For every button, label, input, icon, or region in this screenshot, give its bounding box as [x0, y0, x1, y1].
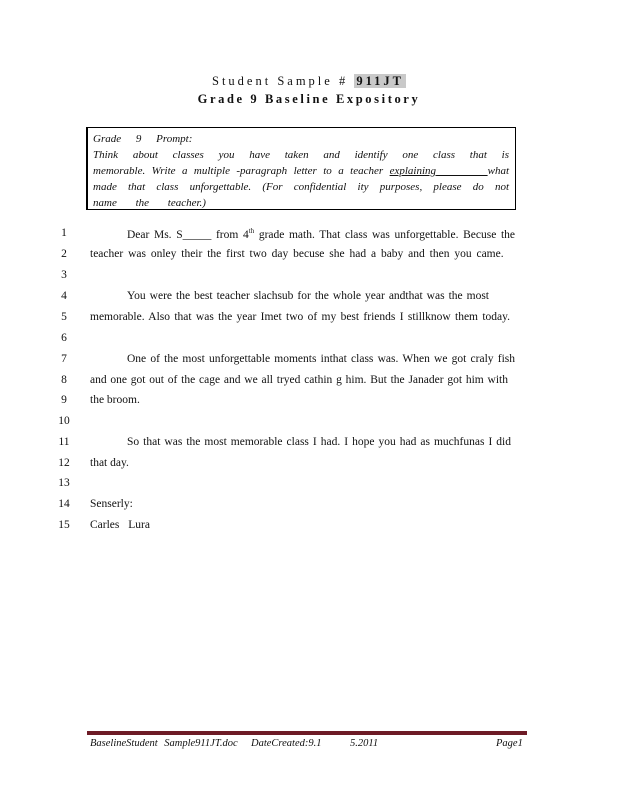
prompt-box — [86, 127, 516, 210]
letter-line — [127, 227, 515, 241]
footer-date-year: 5.2011 — [350, 738, 379, 749]
line-number: 14 — [58, 498, 70, 510]
line-number: 8 — [61, 374, 67, 386]
letter-line: So that was the most memorable class I had. I hope you had as muchfunas I did — [127, 436, 511, 448]
footer-filename: BaselineStudent Sample911JT.doc — [90, 738, 238, 749]
footer-divider — [87, 731, 527, 735]
letter-line-part: Dear Ms. S_____ from 4 — [127, 228, 249, 241]
letter-line: One of the most unforgettable moments inthat class was. When we got craly fish — [127, 353, 515, 365]
prompt-line: made that class unforgettable. (For confidential ity purposes, please do not — [93, 181, 509, 193]
line-number: 3 — [61, 269, 67, 281]
line-number: 13 — [58, 477, 70, 489]
sample-title-prefix: Student Sample # — [212, 74, 349, 88]
prompt-line: name the teacher.) — [93, 197, 206, 209]
line-number: 4 — [61, 290, 67, 302]
prompt-line: Think about classes you have taken and identify one class that is — [93, 149, 509, 161]
ordinal-suffix: th — [248, 227, 255, 235]
line-number: 15 — [58, 519, 70, 531]
prompt-heading: Grade 9 Prompt: — [93, 133, 193, 145]
prompt-underlined-word: explaining — [389, 165, 437, 177]
letter-signature: Carles Lura — [90, 519, 150, 531]
letter-closing: Senserly: — [90, 498, 133, 510]
prompt-line-part: what — [487, 165, 510, 177]
footer-date-label: DateCreated:9.1 — [251, 738, 322, 749]
sample-id-highlight: 911JT — [356, 74, 404, 88]
prompt-underline-gap — [436, 165, 488, 177]
letter-line: and one got out of the cage and we all tryed cathin g him. But the Janader got him with — [90, 374, 508, 386]
line-number: 12 — [58, 457, 70, 469]
line-number: 6 — [61, 332, 67, 344]
line-number: 11 — [58, 436, 70, 448]
letter-line: teacher was onley their the first two day becuse she had a baby and then you came. — [90, 248, 504, 260]
line-number: 5 — [61, 311, 67, 323]
letter-line: the broom. — [90, 394, 140, 406]
letter-line: that day. — [90, 457, 129, 469]
footer-page-number: Page1 — [496, 738, 523, 749]
letter-line: memorable. Also that was the year Imet two of my best friends I stillknow them today. — [90, 311, 510, 323]
letter-line-part: grade math. That class was unforgettable. Becuse the — [258, 228, 516, 241]
prompt-line — [93, 163, 509, 179]
line-number: 10 — [58, 415, 70, 427]
sample-title — [0, 74, 618, 89]
line-number: 1 — [61, 227, 67, 239]
line-number: 9 — [61, 394, 67, 406]
line-number: 2 — [61, 248, 67, 260]
letter-line: You were the best teacher slachsub for the whole year andthat was the most — [127, 290, 489, 302]
sample-subtitle: Grade 9 Baseline Expository — [197, 92, 421, 106]
line-number: 7 — [61, 353, 67, 365]
prompt-line-part: memorable. Write a multiple -paragraph letter to a teacher — [93, 165, 384, 177]
